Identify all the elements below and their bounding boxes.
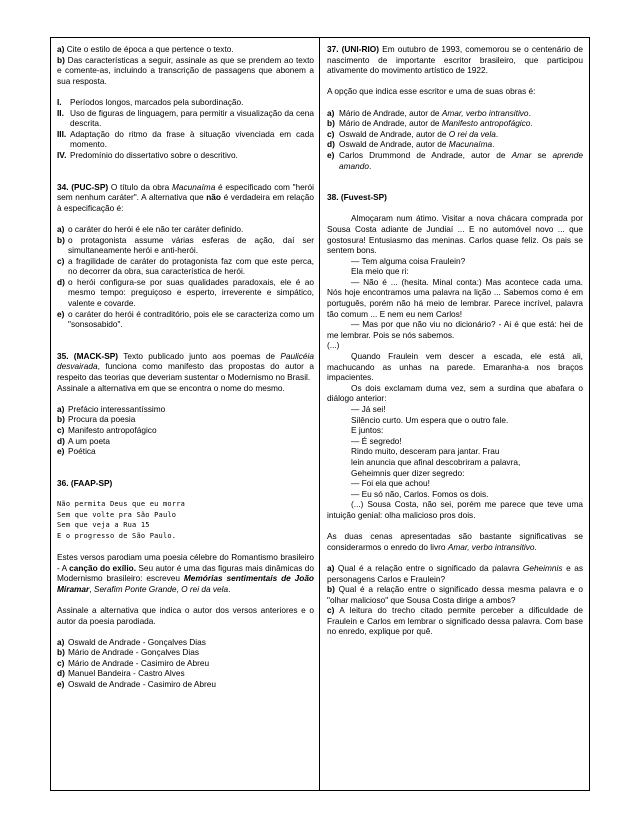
item-a-label: a) xyxy=(57,44,65,54)
q37-option-a-text: Mário de Andrade, autor de Amar, verbo intransitivo. xyxy=(339,107,531,118)
q34-option-d[interactable] xyxy=(57,277,314,309)
q35-option-d[interactable] xyxy=(57,436,314,447)
q34-emphasis: não xyxy=(206,192,221,203)
q38-dialogue-11: — Eu só não, Carlos. Fomos os dois. xyxy=(351,488,489,499)
roman-item-1 xyxy=(57,97,314,108)
q36-text-2: Seu autor é uma das figuras mais dinâmicas do Modernismo brasileiro: escreveu xyxy=(57,562,314,584)
q35-option-a[interactable] xyxy=(57,404,314,415)
q38-statement-text: As duas cenas apresentadas são bastante significativas se considerarmos o enredo do livro xyxy=(327,531,583,552)
q36-song-title: canção do exílio. xyxy=(69,562,137,573)
q38-question-a-label: a) xyxy=(327,562,335,573)
q37-instruction: A opção que indica esse escritor e uma de suas obras é: xyxy=(327,86,536,97)
q36-poem-line-2: Sem que volte pra São Paulo xyxy=(57,510,177,519)
q34-heading: 34. (PUC-SP) xyxy=(57,181,109,192)
q38-dialogue-10: — Foi ela que achou! xyxy=(351,478,430,489)
q35-option-b-label: b) xyxy=(57,414,65,425)
q36-option-a-text: Oswald de Andrade - Gonçalves Dias xyxy=(68,636,206,647)
q36-text-3: . xyxy=(228,583,231,594)
q34-option-e[interactable] xyxy=(57,309,314,330)
q38-statement xyxy=(327,531,583,552)
q38-question-b xyxy=(327,584,583,605)
q36-option-a-label: a) xyxy=(57,636,65,647)
q35-heading: 35. (MACK-SP) xyxy=(57,350,119,361)
q36-option-d-label: d) xyxy=(57,668,65,679)
q35-option-e-label: e) xyxy=(57,446,65,457)
q38-work-title: Amar, verbo intransitivo xyxy=(447,541,535,552)
q36-option-a[interactable] xyxy=(57,637,314,648)
roman-item-2 xyxy=(57,108,314,129)
q35-text-1: Texto publicado junto aos poemas de xyxy=(118,350,281,361)
q36-option-b-text: Mário de Andrade - Gonçalves Dias xyxy=(68,647,199,658)
q36-option-c-text: Mário de Andrade - Casimiro de Abreu xyxy=(68,657,210,668)
question-37 xyxy=(327,44,583,76)
q38-passage-1: Almoçaram num átimo. Visitar a nova chácara comprada por Sousa Costa adiante de Jundiaí ... E no automóvel novo ... que gostosura! Entusiasmo das meninas. Carlos quase feliz. Os pais se sentem bons. xyxy=(327,213,583,256)
q36-poem-line-1: Não permita Deus que eu morra xyxy=(57,499,186,508)
q38-question-a-text-1: Qual é a relação entre o significado da palavra xyxy=(334,562,523,573)
q38-ellipsis-1: (...) xyxy=(327,340,340,351)
q37-option-e[interactable] xyxy=(327,150,583,171)
q37-option-e-label: e) xyxy=(327,149,335,160)
q37-option-d-label: d) xyxy=(327,139,335,150)
q34-option-d-text: o herói configura-se por suas qualidades paradoxais, ele é ao mesmo tempo: preguiçoso e esperto, irreverente e simpático, valente e covarde. xyxy=(68,276,314,309)
roman-item-3-label: III. xyxy=(57,128,67,139)
item-b xyxy=(57,55,314,87)
q34-text-1: O título da obra xyxy=(108,181,172,192)
roman-item-3 xyxy=(57,129,314,150)
item-a-text: Cite o estilo de época a que pertence o texto. xyxy=(64,44,234,54)
q35-option-d-text: A um poeta xyxy=(68,435,110,446)
roman-item-2-label: II. xyxy=(57,107,64,118)
q38-dialogue-7: Rindo muito, desceram para jantar. Frau xyxy=(351,446,500,457)
q38-passage-4: Quando Fraulein vem descer a escada, ele está ali, machucando as unhas na parede. Emaranha-a nos braços impacientes. xyxy=(327,351,583,383)
q35-text-2: , funciona como manifesto das propostas do autor a respeito das teorias que deveriam sustentar o Modernismo no Brasil. xyxy=(57,361,314,383)
roman-item-1-label: I. xyxy=(57,96,62,107)
q37-option-c[interactable] xyxy=(327,129,583,140)
q34-option-e-text: o caráter do herói é contraditório, pois ele se caracteriza como um "sonsosabido". xyxy=(68,308,314,330)
q38-dialogue-4: Silêncio curto. Um espera que o outro fale. xyxy=(351,414,509,425)
q36-option-b-label: b) xyxy=(57,647,65,658)
q37-option-c-text: Oswald de Andrade, autor de O rei da vela. xyxy=(339,128,499,139)
q38-question-b-label: b) xyxy=(327,584,335,595)
q38-heading: 38. (Fuvest-SP) xyxy=(327,192,387,203)
q38-question-c-label: c) xyxy=(327,605,335,616)
q36-instruction: Assinale a alternativa que indica o autor dos versos anteriores e o autor da poesia parodiada. xyxy=(57,604,314,626)
q37-option-a[interactable] xyxy=(327,108,583,119)
q36-work-1: Memórias sentimentais de João Miramar xyxy=(57,573,314,594)
q38-dialogue-9: Geheimnis quer dizer segredo: xyxy=(351,467,465,478)
q36-poem-line-3: Sem que veja a Rua 15 xyxy=(57,521,150,530)
q37-option-e-text: Carlos Drummond de Andrade, autor de Amar se aprende amando. xyxy=(339,149,583,171)
q38-statement-end: . xyxy=(534,541,537,552)
q34-option-c-label: c) xyxy=(57,255,65,266)
q38-question-a-word: Geheimnis xyxy=(522,562,563,573)
q38-passage-2: — Não é ... (hesita. Minal conta:) Mas acontece cada uma. Nós hoje encontramos uma palavra na lição ... Sabemos como é em português, porém não há meio de lembrar. Parece incrível, palavra tão comum ... E nem eu nem Carlos! xyxy=(327,276,583,319)
q38-question-c-text: A leitura do trecho citado permite perceber a dificuldade de Fraulein e Carlos em lembrar o significado dessa palavra. Com base no enredo, explique por quê. xyxy=(327,605,583,637)
q36-text-1: Estes versos parodiam uma poesia célebre do Romantismo brasileiro - A xyxy=(57,551,314,573)
q38-passage-3: — Mas por que não viu no dicionário? - Ai é que está: hei de me lembrar. Pois se nós sabemos. xyxy=(327,319,583,340)
q35-work-title: Paulicéia desvairada xyxy=(57,350,314,372)
q38-question-a-text-2: e as personagens Carlos e Fraulein? xyxy=(327,562,583,584)
q36-option-d-text: Manuel Bandeira - Castro Alves xyxy=(68,668,185,679)
q34-option-b-label: b) xyxy=(57,234,65,245)
q37-option-d-text: Oswald de Andrade, autor de Macunaíma. xyxy=(339,139,495,150)
q35-instruction: Assinale a alternativa em que se encontra o nome do mesmo. xyxy=(57,382,285,393)
q35-option-e[interactable] xyxy=(57,446,314,457)
q34-work-title: Macunaíma xyxy=(171,181,216,192)
q38-dialogue-3: — Já sei! xyxy=(351,404,386,414)
item-a xyxy=(57,44,314,55)
q35-option-c-label: c) xyxy=(57,425,65,435)
q35-option-a-text: Prefácio interessantíssimo xyxy=(68,403,166,414)
q36-option-d[interactable] xyxy=(57,668,314,679)
q38-dialogue-2: Ela meio que ri: xyxy=(351,266,409,277)
q36-work-2: Serafim Ponte Grande xyxy=(93,583,177,594)
q37-text-1: Em outubro de 1993, comemorou se o centenário de nascimento de importante escritor brasileiro, que participou ativamente do movimento artístico de 1922. xyxy=(327,44,584,76)
q38-question-b-text: Qual é a relação entre o significado dessa mesma palavra e o "olhar malicioso" que Sousa Costa dirige a ambos? xyxy=(327,584,583,605)
q36-heading: 36. (FAAP-SP) xyxy=(57,477,113,488)
left-column xyxy=(51,38,320,790)
q36-sep-1: , xyxy=(89,583,94,594)
q37-option-b-label: b) xyxy=(327,118,335,129)
q36-work-3: O rei da vela xyxy=(181,583,229,594)
q34-option-c-text: a fragilidade de caráter do protagonista faz com que este perca, no decorrer da obra, sua característica de herói. xyxy=(68,255,314,277)
right-column xyxy=(320,38,589,790)
q36-option-e[interactable] xyxy=(57,679,314,690)
q35-option-c-text: Manifesto antropofágico xyxy=(68,425,157,435)
q36-option-e-label: e) xyxy=(57,679,65,690)
roman-item-3-text: Adaptação do ritmo da frase à situação vivenciada em cada momento. xyxy=(70,128,314,150)
q38-passage-6: (...) Sousa Costa, não sei, porém me parece que teve uma intuição genial: olha malicioso pros dois. xyxy=(327,499,583,520)
q37-heading: 37. (UNI-RIO) xyxy=(327,44,380,54)
q35-option-a-label: a) xyxy=(57,403,65,414)
roman-item-4-label: IV. xyxy=(57,149,67,160)
roman-item-4-text: Predomínio do dissertativo sobre o descritivo. xyxy=(70,149,238,160)
q36-option-b[interactable] xyxy=(57,647,314,658)
q38-question-c xyxy=(327,605,583,637)
q38-dialogue-6: — É segredo! xyxy=(351,435,402,446)
item-b-text: Das características a seguir, assinale as que se prendem ao texto e comente-as, incluindo a transcrição de passagens que abonem a sua resposta. xyxy=(57,54,314,86)
q35-option-b[interactable] xyxy=(57,414,314,425)
q34-text-2: é especificado com "herói sem nenhum caráter". A alternativa que xyxy=(57,181,314,203)
q34-option-b-text: o protagonista assume várias esferas de ação, daí ser simultaneamente herói e anti-herói. xyxy=(68,234,314,256)
q35-option-c[interactable] xyxy=(57,425,314,436)
q37-option-c-label: c) xyxy=(327,128,335,139)
item-b-label: b) xyxy=(57,54,65,65)
q36-sep-2: , xyxy=(176,583,182,594)
roman-item-1-text: Períodos longos, marcados pela subordinação. xyxy=(70,96,244,107)
q34-option-e-label: e) xyxy=(57,308,65,319)
q36-option-e-text: Oswald de Andrade - Casimiro de Abreu xyxy=(68,679,217,690)
q34-option-a[interactable] xyxy=(57,224,314,235)
q34-option-b[interactable] xyxy=(57,235,314,256)
q38-dialogue-5: E juntos: xyxy=(351,425,384,436)
q37-option-d[interactable] xyxy=(327,139,583,150)
exam-page xyxy=(50,37,590,791)
q34-option-c[interactable] xyxy=(57,256,314,277)
q37-option-b-text: Mário de Andrade, autor de Manifesto antropofágico. xyxy=(339,118,533,129)
q34-option-a-label: a) xyxy=(57,223,65,234)
q34-text-3: é verdadeira em relação à especificação é: xyxy=(57,192,314,213)
q38-passage-5: Os dois exclamam duma vez, sem a surdina que abafara o diálogo anterior: xyxy=(327,382,583,404)
roman-item-4 xyxy=(57,150,314,161)
q35-option-d-label: d) xyxy=(57,435,65,446)
q36-poem-line-4: E o progresso de São Paulo. xyxy=(57,531,177,540)
q36-option-c-label: c) xyxy=(57,657,65,668)
question-34 xyxy=(57,182,314,214)
roman-item-2-text: Uso de figuras de linguagem, para permitir a visualização da cena descrita. xyxy=(70,107,314,129)
q36-option-c[interactable] xyxy=(57,658,314,669)
q37-option-a-label: a) xyxy=(327,107,335,118)
question-35 xyxy=(57,351,314,383)
q37-option-b[interactable] xyxy=(327,118,583,129)
q34-option-a-text: o caráter do herói é ele não ter caráter definido. xyxy=(68,223,244,234)
q38-dialogue-8: lein anuncia que afinal descobriram a palavra, xyxy=(351,456,521,467)
q38-dialogue-1: — Tem alguma coisa Fraulein? xyxy=(351,255,466,266)
q38-question-a xyxy=(327,563,583,584)
q34-option-d-label: d) xyxy=(57,276,65,287)
q35-option-b-text: Procura da poesia xyxy=(68,414,136,425)
q36-statement xyxy=(57,552,314,594)
q35-option-e-text: Poética xyxy=(68,446,96,457)
